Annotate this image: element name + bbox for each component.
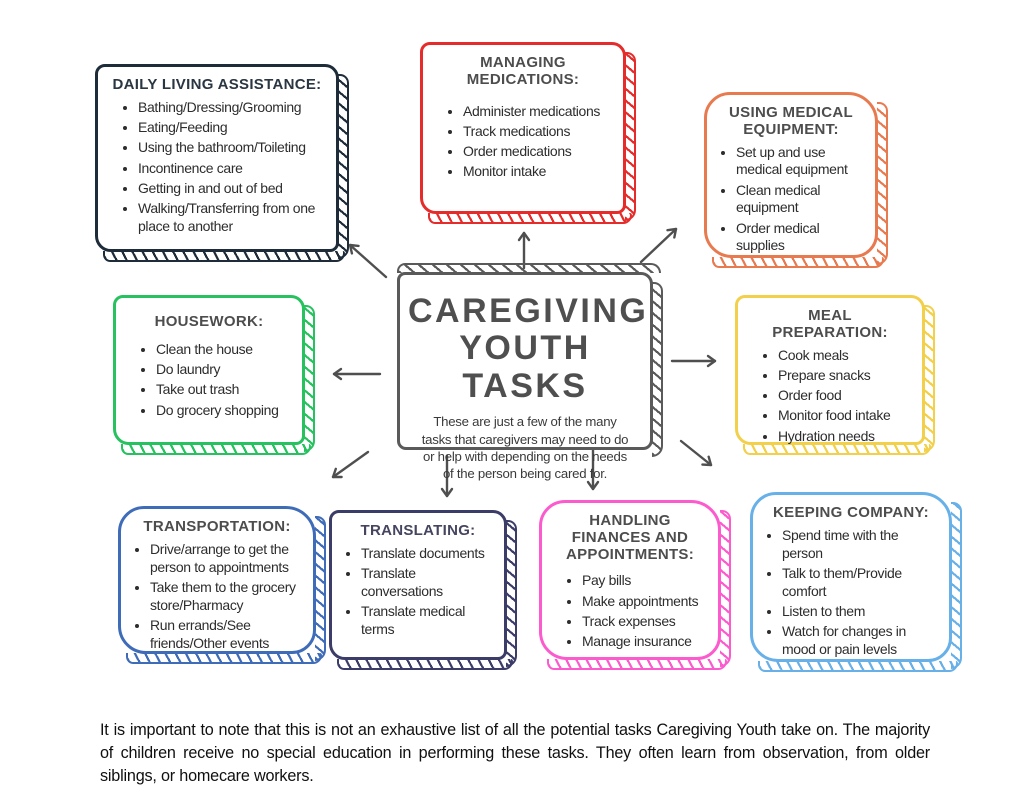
footer-note: It is important to note that this is not an exhaustive list of all the potential tasks Caregiving Youth take on. The majority of children receive no special education in performing these tasks. They often learn from observation, from older siblings, or homecare workers.	[100, 721, 930, 786]
box-items	[124, 341, 294, 420]
box-title: TRANSLATING:	[360, 522, 476, 539]
list-item: • Do grocery shopping	[156, 402, 294, 420]
box-center-caregiving-youth-tasks	[397, 272, 653, 482]
list-item: • Clean the house	[156, 341, 294, 359]
box-items	[129, 541, 305, 653]
list-item: • Translate conversations	[361, 565, 496, 601]
box-transportation	[118, 506, 316, 654]
box-items	[761, 527, 941, 659]
list-item: • Monitor food intake	[778, 407, 914, 425]
list-item: • Order medications	[463, 143, 615, 161]
list-item: • Pay bills	[582, 572, 710, 590]
arrow-to-using-medical-equipment	[641, 229, 676, 262]
list-item: • Do laundry	[156, 361, 294, 379]
box-title: TRANSPORTATION:	[143, 518, 291, 535]
list-item: • Getting in and out of bed	[138, 180, 328, 198]
box-title: DAILY LIVING ASSISTANCE:	[112, 76, 322, 93]
box-items	[715, 144, 867, 256]
box-items	[340, 545, 496, 639]
list-item: • Track expenses	[582, 613, 710, 631]
list-item: • Translate documents	[361, 545, 496, 563]
diagram-title-line1: CAREGIVING	[408, 292, 649, 330]
list-item: • Prepare snacks	[778, 367, 914, 385]
box-housework	[113, 295, 305, 445]
arrow-to-transportation	[333, 452, 368, 477]
box-title: MANAGING MEDICATIONS:	[466, 54, 580, 88]
list-item: • Spend time with the person	[782, 527, 941, 563]
box-items	[550, 572, 710, 651]
box-title: HOUSEWORK:	[154, 313, 264, 330]
box-handling-finances-and-appointments	[539, 500, 721, 660]
diagram-title-line2: YOUTH TASKS	[459, 329, 591, 405]
diagram-title	[408, 292, 649, 405]
box-title: USING MEDICAL EQUIPMENT:	[729, 104, 853, 138]
box-items	[746, 347, 914, 446]
list-item: • Make appointments	[582, 593, 710, 611]
arrow-to-keeping-company	[681, 441, 711, 465]
list-item: • Order medical supplies	[736, 220, 867, 256]
diagram-subtitle: These are just a few of the many tasks that caregivers may need to do or help with depending on the needs of the person being cared for.	[421, 414, 629, 482]
list-item: • Manage insurance	[582, 633, 710, 651]
list-item: • Track medications	[463, 123, 615, 141]
list-item: • Run errands/See friends/Other events	[150, 617, 305, 653]
list-item: • Set up and use medical equipment	[736, 144, 867, 180]
list-item: • Incontinence care	[138, 160, 328, 178]
list-item: • Take them to the grocery store/Pharmacy	[150, 579, 305, 615]
box-managing-medications	[420, 42, 626, 214]
list-item: • Bathing/Dressing/Grooming	[138, 99, 328, 117]
list-item: • Hydration needs	[778, 428, 914, 446]
box-daily-living-assistance	[95, 64, 339, 252]
arrow-to-daily-living-assistance	[350, 245, 386, 277]
list-item: • Drive/arrange to get the person to appointments	[150, 541, 305, 577]
box-keeping-company	[750, 492, 952, 662]
box-meal-preparation	[735, 295, 925, 445]
list-item: • Talk to them/Provide comfort	[782, 565, 941, 601]
list-item: • Using the bathroom/Toileting	[138, 139, 328, 157]
list-item: • Translate medical terms	[361, 603, 496, 639]
box-items	[106, 99, 328, 236]
list-item: • Cook meals	[778, 347, 914, 365]
list-item: • Eating/Feeding	[138, 119, 328, 137]
box-title: HANDLING FINANCES AND APPOINTMENTS:	[565, 512, 695, 563]
list-item: • Watch for changes in mood or pain levels	[782, 623, 941, 659]
list-item: • Administer medications	[463, 103, 615, 121]
list-item: • Take out trash	[156, 381, 294, 399]
box-title: KEEPING COMPANY:	[773, 504, 929, 521]
box-using-medical-equipment	[704, 92, 878, 258]
list-item: • Order food	[778, 387, 914, 405]
box-title: MEAL PREPARATION:	[772, 307, 888, 341]
box-translating	[329, 510, 507, 660]
box-items	[431, 103, 615, 182]
list-item: • Walking/Transferring from one place to another	[138, 200, 328, 236]
list-item: • Monitor intake	[463, 163, 615, 181]
list-item: • Listen to them	[782, 603, 941, 621]
list-item: • Clean medical equipment	[736, 182, 867, 218]
